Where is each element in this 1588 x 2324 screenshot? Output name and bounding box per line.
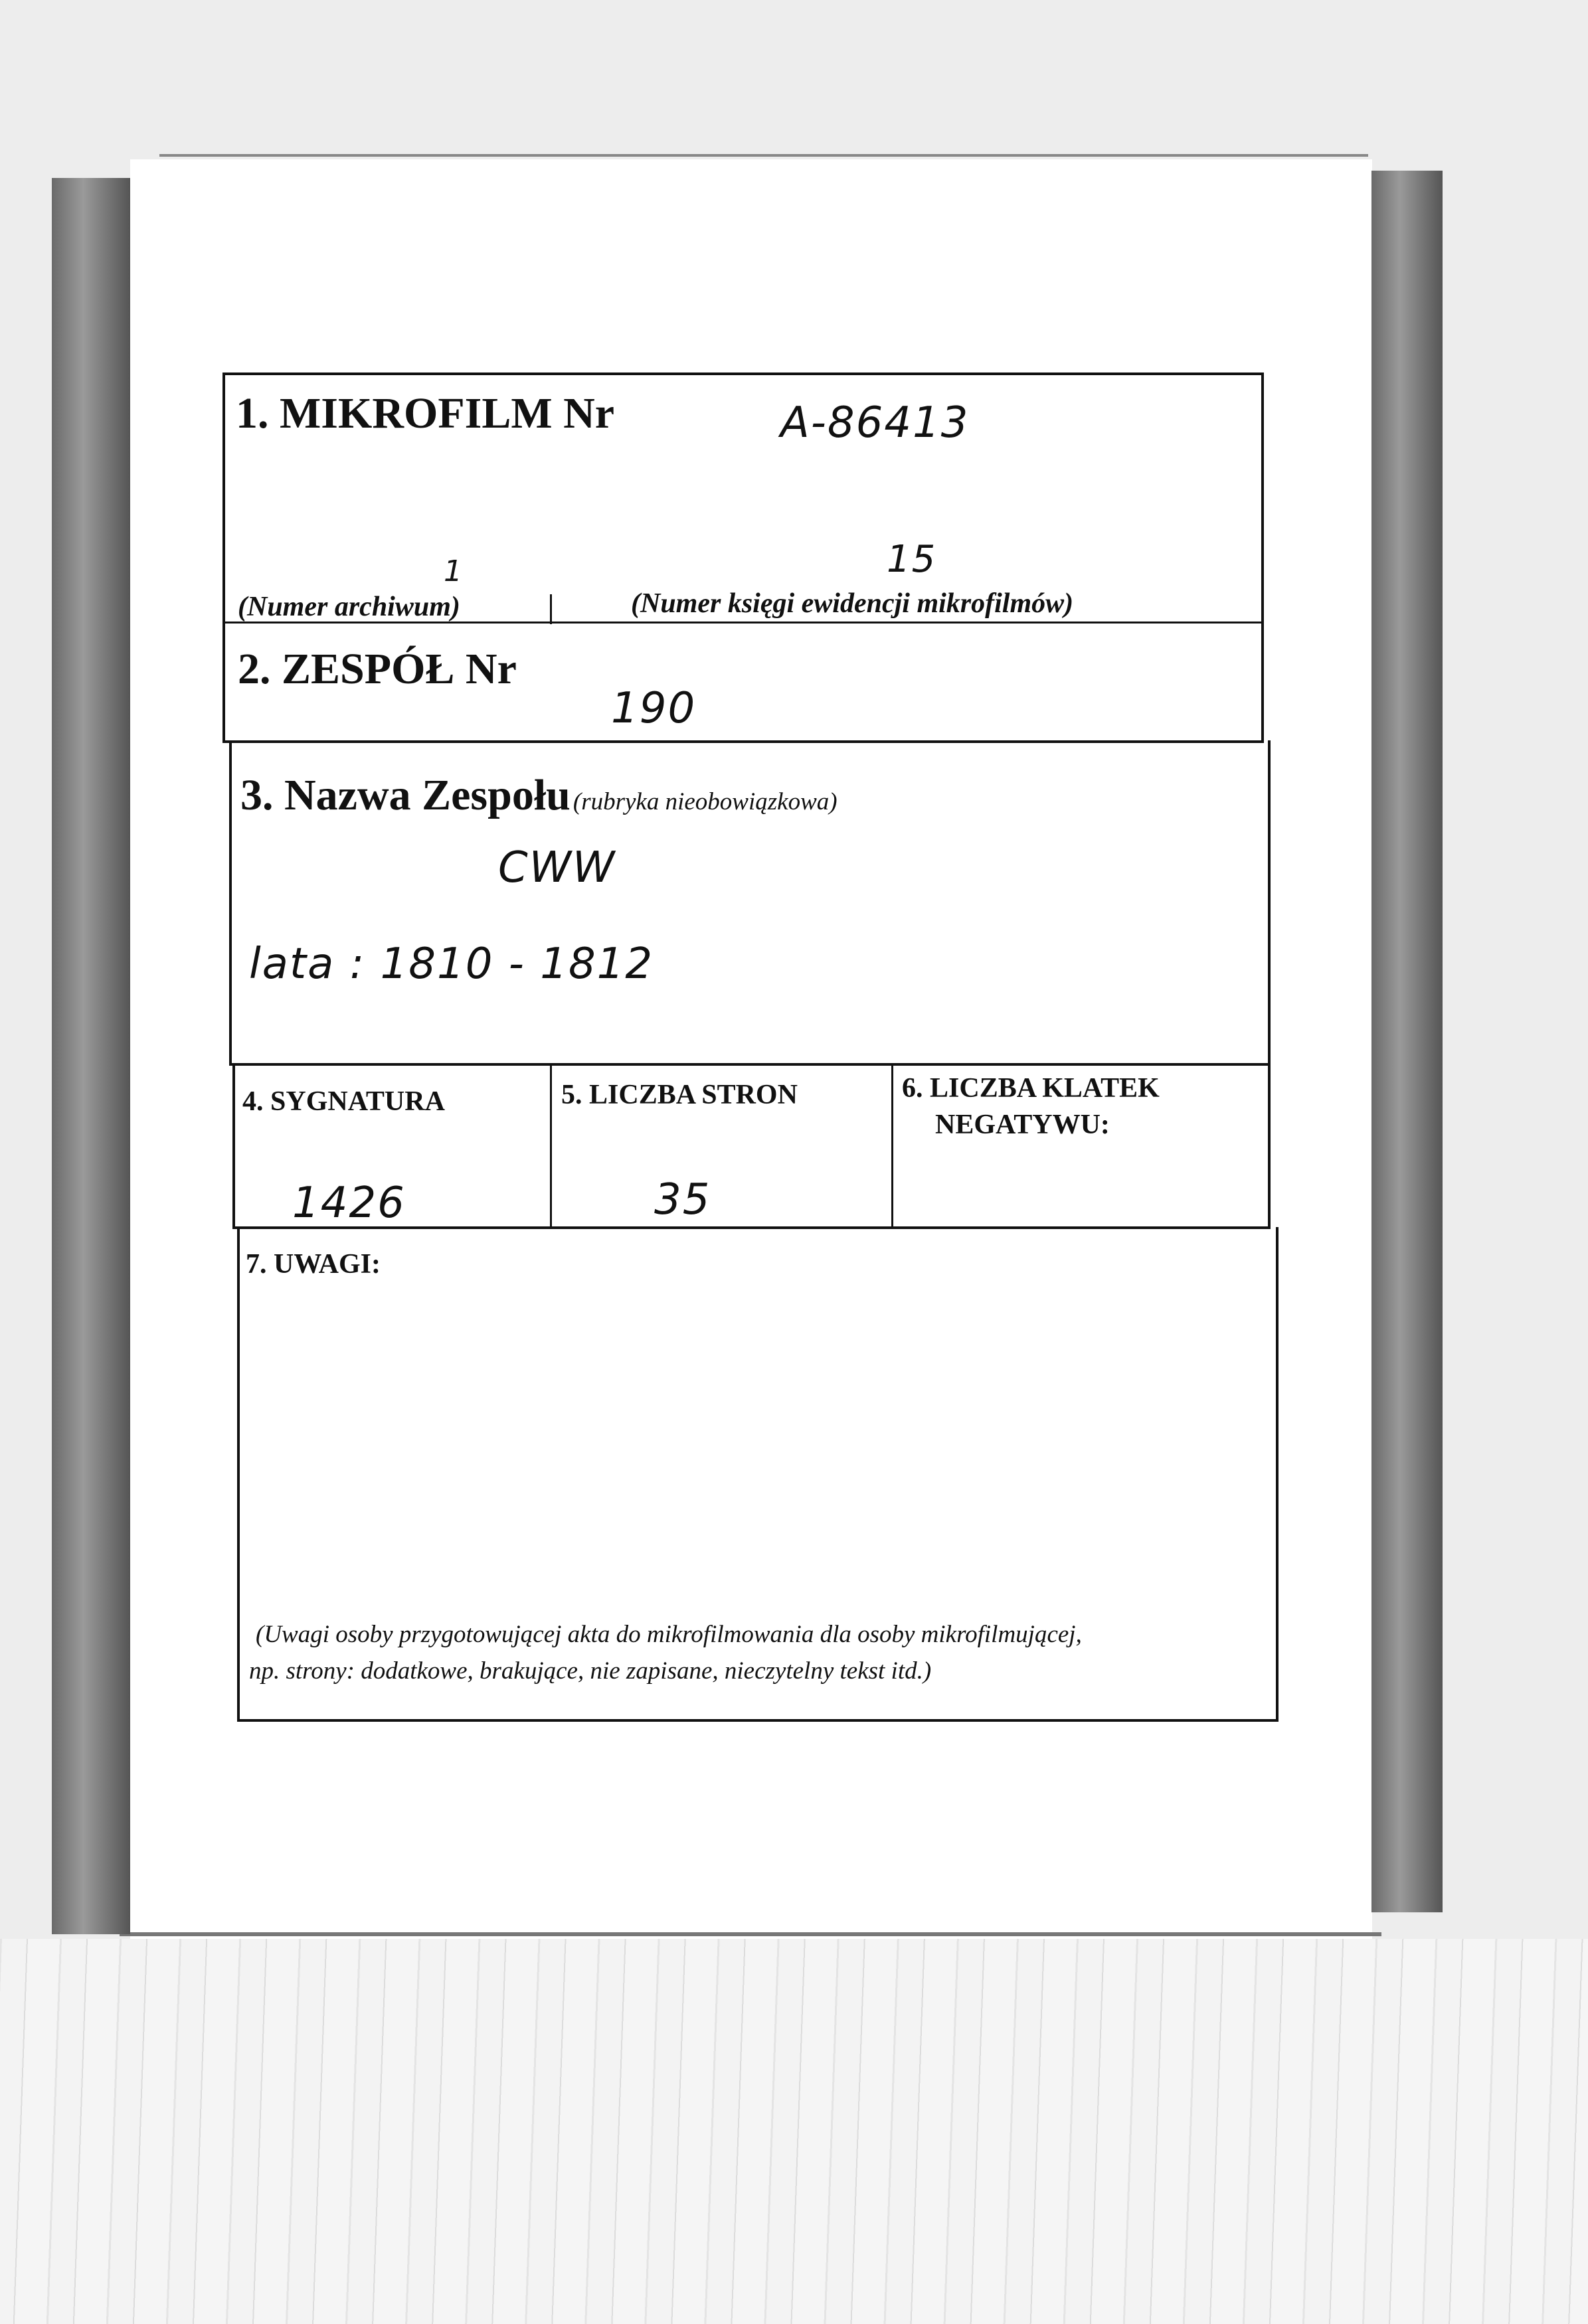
frame-count-label-1: 6. LICZBA KLATEK <box>902 1073 1160 1104</box>
paper-top-edge <box>159 154 1368 157</box>
collection-name-value: CWW <box>498 843 616 892</box>
frame-count-label-2: NEGATYWU: <box>935 1110 1110 1140</box>
book-number: 15 <box>887 538 937 581</box>
book-number-label: (Numer księgi ewidencji mikrofilmów) <box>631 588 1074 619</box>
collection-number: 190 <box>611 684 697 733</box>
remarks-note-line-1: (Uwagi osoby przygotowującej akta do mikrofilmowania dla osoby mikrofilmującej, <box>256 1621 1082 1648</box>
signature-value: 1426 <box>292 1179 406 1228</box>
remarks-label: 7. UWAGI: <box>246 1249 381 1280</box>
microfilm-number: A-86413 <box>780 398 970 448</box>
divider <box>550 1063 552 1229</box>
collection-number-label: 2. ZESPÓŁ Nr <box>238 645 517 693</box>
divider <box>891 1063 893 1229</box>
signature-label: 4. SYGNATURA <box>242 1086 445 1117</box>
microfilm-label: 1. MIKROFILM Nr <box>236 389 615 438</box>
archive-number: 1 <box>444 554 464 588</box>
optional-note: (rubryka nieobowiązkowa) <box>573 788 838 815</box>
divider <box>550 594 552 624</box>
page-count-value: 35 <box>654 1175 711 1224</box>
scan-background <box>0 1939 1588 2324</box>
right-film-edge <box>1371 171 1443 1912</box>
collection-name-label: 3. Nazwa Zespołu <box>240 771 571 819</box>
collection-years: lata : 1810 - 1812 <box>249 940 654 989</box>
paper-bottom-edge <box>120 1932 1381 1936</box>
left-film-edge <box>52 178 130 1934</box>
page-count-label: 5. LICZBA STRON <box>561 1080 798 1110</box>
remarks-note-line-2: np. strony: dodatkowe, brakujące, nie zapisane, nieczytelny tekst itd.) <box>249 1657 932 1685</box>
archive-number-label: (Numer archiwum) <box>238 592 460 622</box>
collection-name-heading <box>240 770 838 821</box>
